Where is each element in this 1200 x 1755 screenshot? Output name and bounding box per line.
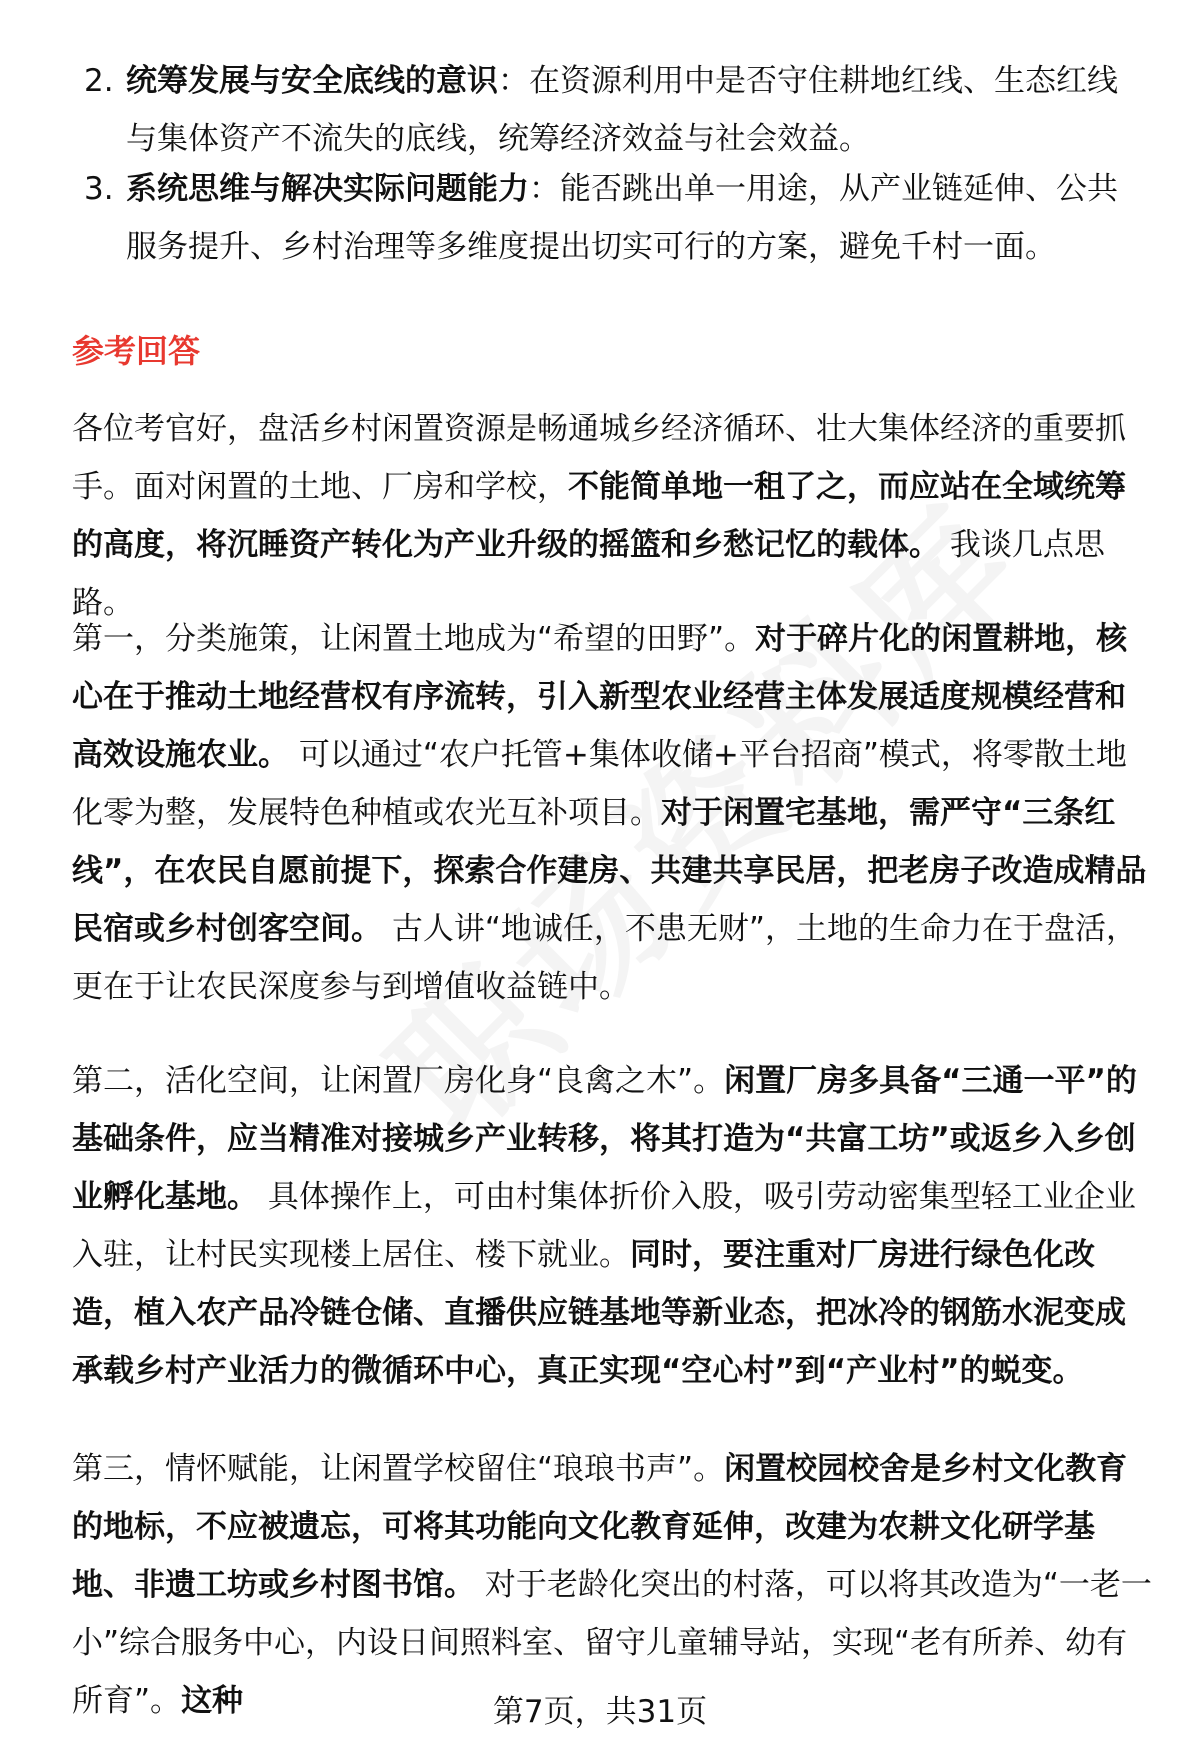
list-item-title: 系统思维与解决实际问题能力 [126,171,529,207]
bold-run: 这种 [181,1683,244,1719]
text-run: 第三，情怀赋能，让闲置学校留住“琅琅书声”。 [72,1451,725,1487]
paragraph-intro [72,400,1152,632]
list-number: 2. [84,63,114,99]
bold-run: 对于碎片化的闲置耕地，核心在于推动土地经营权有序流转，引入新型农业经营主体发展适度规模经营和高效设施农业。 [72,621,1128,773]
text-run: 具体操作上，可由村集体折价入股，吸引劳动密集型轻工业企业入驻，让村民实现楼上居住、楼下就业。 [72,1179,1136,1273]
text-run: 可以通过“农户托管+集体收储+平台招商”模式，将零散土地化零为整，发展特色种植或农光互补项目。 [72,737,1127,831]
text-run: 第一，分类施策，让闲置土地成为“希望的田野”。 [72,621,756,657]
bold-run: 闲置校园校舍是乡村文化教育的地标，不应被遗忘，可将其功能向文化教育延伸，改建为农耕文化研学基地、非遗工坊或乡村图书馆。 [72,1451,1128,1603]
paragraph-third [72,1440,1152,1730]
text-run: 我谈几点思路。 [72,527,1105,621]
text-run: 第二，活化空间，让闲置厂房化身“良禽之木”。 [72,1063,725,1099]
list-item-title: 统筹发展与安全底线的意识 [126,63,498,99]
page-footer: 第7页，共31页 [492,1694,708,1730]
bold-run: 同时，要注重对厂房进行绿色化改造，植入农产品冷链仓储、直播供应链基地等新业态，把冰冷的钢筋水泥变成承载乡村产业活力的微循环中心，真正实现“空心村”到“产业村”的蜕变。 [72,1237,1126,1389]
paragraph-first [72,610,1152,1016]
text-run: 古人讲“地诚任，不患无财”，土地的生命力在于盘活，更在于让农民深度参与到增值收益链中。 [72,911,1137,1005]
text-run: 各位考官好，盘活乡村闲置资源是畅通城乡经济循环、壮大集体经济的重要抓手。面对闲置的土地、厂房和学校， [72,411,1126,505]
list-item-body: ：能否跳出单一用途，从产业链延伸、公共服务提升、乡村治理等多维度提出切实可行的方案，避免千村一面。 [126,171,1118,265]
text-run: 对于老龄化突出的村落，可以将其改造为“一老一小”综合服务中心，内设日间照料室、留守儿童辅导站，实现“老有所养、幼有所育”。 [72,1567,1152,1719]
section-heading: 参考回答 [72,332,201,370]
list-text [126,52,1146,168]
bold-run: 对于闲置宅基地，需严守“三条红线”，在农民自愿前提下，探索合作建房、共建共享民居，把老房子改造成精品民宿或乡村创客空间。 [72,795,1147,947]
bold-run: 不能简单地一租了之，而应站在全域统筹的高度，将沉睡资产转化为产业升级的摇篮和乡愁记忆的载体。 [72,469,1126,563]
list-text [126,160,1146,276]
list-item-body: ：在资源利用中是否守住耕地红线、生态红线与集体资产不流失的底线，统筹经济效益与社会效益。 [126,63,1118,157]
list-number: 3. [84,171,114,207]
paragraph-second [72,1052,1152,1400]
bold-run: 闲置厂房多具备“三通一平”的基础条件，应当精准对接城乡产业转移，将其打造为“共富工坊”或返乡入乡创业孵化基地。 [72,1063,1137,1215]
